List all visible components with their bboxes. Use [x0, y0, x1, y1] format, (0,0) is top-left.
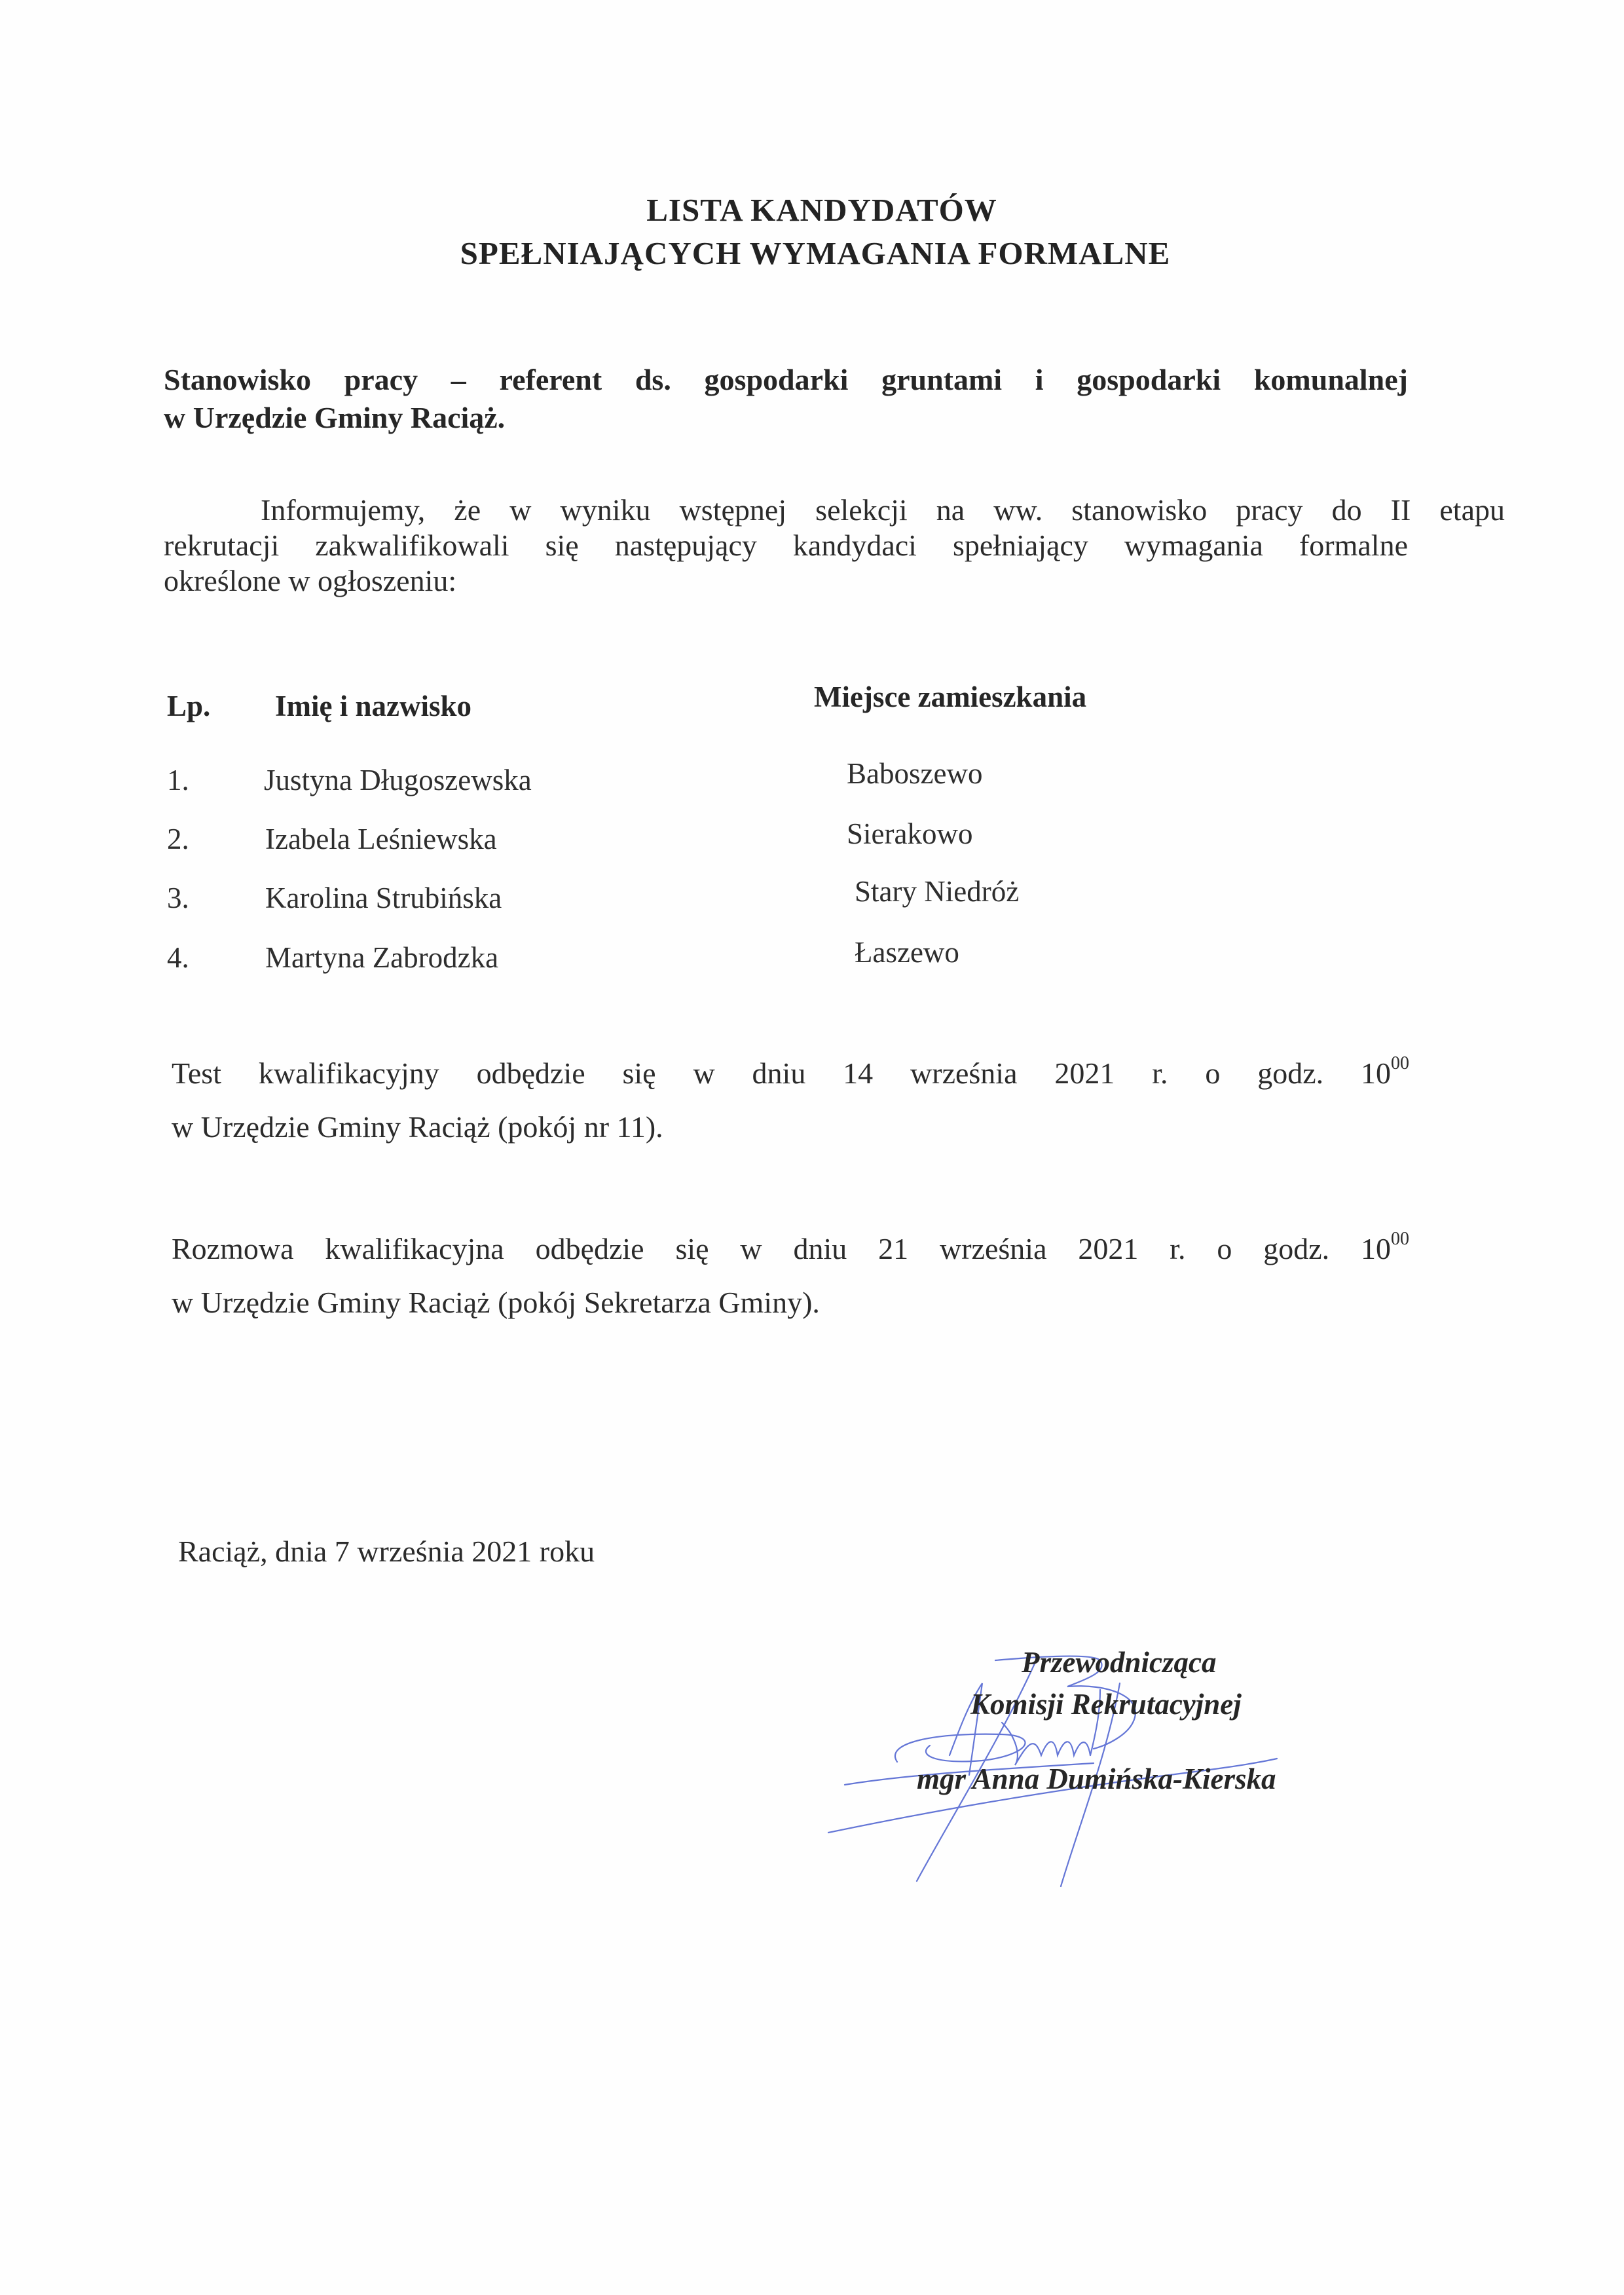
column-header-lp: Lp. — [167, 690, 211, 722]
job-position-line1: Stanowisko pracy – referent ds. gospodarki gruntami i gospodarki komunalnej — [164, 363, 1408, 396]
test-time-superscript: 00 — [1391, 1053, 1409, 1073]
column-header-place: Miejsce zamieszkania — [814, 681, 1087, 713]
interview-info-text: Rozmowa kwalifikacyjna odbędzie się w dniu 21 września 2021 r. o godz. 10 — [172, 1232, 1391, 1265]
candidate-place: Łaszewo — [855, 936, 959, 969]
interview-time-superscript: 00 — [1391, 1229, 1409, 1249]
intro-line3: określone w ogłoszeniu: — [164, 564, 457, 597]
signature-stroke — [1002, 1723, 1090, 1765]
intro-line2: rekrutacji zakwalifikowali się następujący kandydaci spełniający wymagania formalne — [164, 529, 1408, 562]
place-and-date: Raciąż, dnia 7 września 2021 roku — [178, 1535, 595, 1568]
test-info-line1 — [172, 1053, 1409, 1091]
document-title-line1: LISTA KANDYDATÓW — [646, 192, 997, 228]
candidate-place: Sierakowo — [847, 817, 973, 850]
candidate-name: Justyna Długoszewska — [264, 764, 532, 796]
signatory-name: mgr Anna Dumińska-Kierska — [917, 1763, 1276, 1795]
test-info-text: Test kwalifikacyjny odbędzie się w dniu 14 września 2021 r. o godz. 10 — [172, 1056, 1391, 1090]
row-number: 4. — [167, 941, 189, 974]
interview-info-line2: w Urzędzie Gminy Raciąż (pokój Sekretarza Gminy). — [172, 1286, 820, 1319]
candidate-name: Karolina Strubińska — [265, 882, 502, 914]
job-position — [164, 362, 1408, 440]
row-number: 3. — [167, 882, 189, 914]
candidate-name: Izabela Leśniewska — [265, 823, 497, 855]
test-info-line2: w Urzędzie Gminy Raciąż (pokój nr 11). — [172, 1110, 663, 1144]
signatory-role-line2: Komisji Rekrutacyjnej — [970, 1688, 1242, 1721]
signature-stroke — [895, 1734, 1025, 1762]
column-header-name: Imię i nazwisko — [275, 690, 472, 722]
interview-info-line1 — [172, 1231, 1409, 1266]
candidate-place: Stary Niedróż — [855, 875, 1020, 908]
document-title-line2: SPEŁNIAJĄCYCH WYMAGANIA FORMALNE — [460, 235, 1171, 271]
intro-line1: Informujemy, że w wyniku wstępnej selekcji na ww. stanowisko pracy do II etapu — [261, 493, 1505, 527]
signatory-role-line1: Przewodnicząca — [1022, 1646, 1217, 1679]
candidate-name: Martyna Zabrodzka — [265, 941, 499, 974]
candidate-place: Baboszewo — [847, 757, 983, 790]
row-number: 2. — [167, 823, 189, 855]
row-number: 1. — [167, 764, 189, 796]
job-position-line2: w Urzędzie Gminy Raciąż. — [164, 401, 506, 434]
